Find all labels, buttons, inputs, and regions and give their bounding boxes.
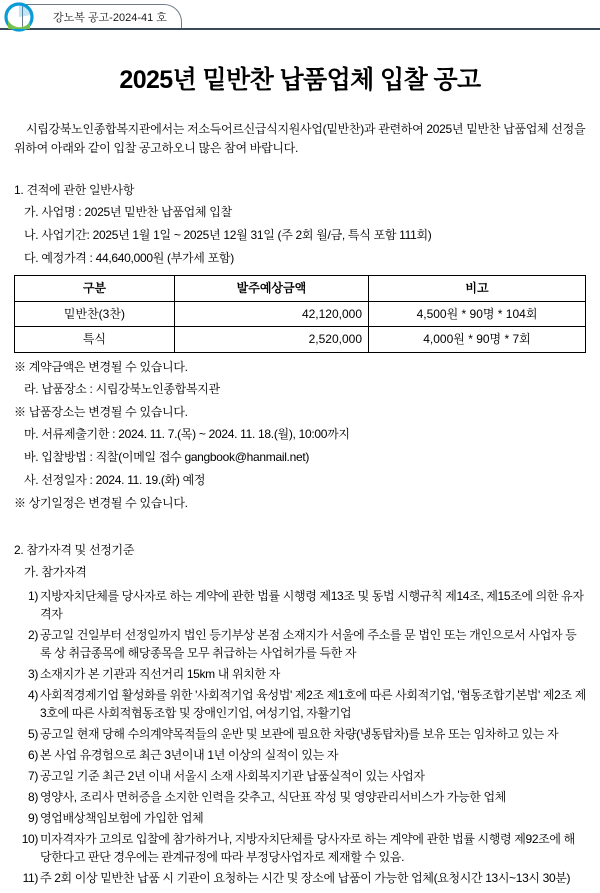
document-number-label: 강노복 공고-2024-41 호 bbox=[53, 11, 167, 24]
section2-heading: 2. 참가자격 및 선정기준 bbox=[14, 543, 135, 558]
circular-logo-icon bbox=[4, 2, 34, 32]
table-header-row bbox=[15, 275, 586, 301]
section1-item-f: 바. 입찰방법 : 직찰(이메일 접수 gangbook@hanmail.net) bbox=[24, 450, 310, 465]
section1-item-b: 나. 사업기간: 2025년 1월 1일 ~ 2025년 12월 31일 (주 2회 월/금, 특식 포함 111회) bbox=[24, 227, 432, 242]
note-contract-amount: ※ 계약금액은 변경될 수 있습니다. bbox=[14, 360, 188, 375]
table-cell-category: 특식 bbox=[15, 327, 175, 353]
table-header-note: 비고 bbox=[369, 275, 586, 301]
table-row bbox=[15, 301, 586, 327]
section1-heading: 1. 견적에 관한 일반사항 bbox=[14, 182, 135, 197]
list-item-text: 영업배상책임보험에 가입한 업체 bbox=[40, 811, 204, 826]
table-row bbox=[15, 327, 586, 353]
list-item bbox=[14, 686, 586, 722]
list-item-number: 9) bbox=[28, 811, 38, 826]
list-item bbox=[14, 809, 586, 827]
table-header-category: 구분 bbox=[15, 275, 175, 301]
bid-amount-table bbox=[14, 275, 586, 353]
document-number-tab bbox=[22, 4, 182, 29]
section1-item-a: 가. 사업명 : 2025년 밑반찬 납품업체 입찰 bbox=[24, 204, 232, 219]
list-item-number: 11) bbox=[22, 871, 38, 886]
section1-item-g: 사. 선정일자 : 2024. 11. 19.(화) 예정 bbox=[24, 473, 206, 488]
list-item-number: 10) bbox=[21, 832, 38, 847]
section1-item-c: 다. 예정가격 : 44,640,000원 (부가세 포함) bbox=[24, 250, 234, 265]
list-item-text: 사회적경제기업 활성화를 위한 '사회적기업 육성법' 제2조 제1호에 따른 사회적기업, '협동조합기본법' 제2조 제3호에 따른 사회적협동조합 및 장애인기업, 여성기업, 자활기업 bbox=[40, 688, 586, 721]
table-cell-note: 4,000원 * 90명 * 7회 bbox=[369, 327, 586, 353]
list-item-number: 2) bbox=[28, 628, 38, 643]
list-item-text: 주 2회 이상 밑반찬 납품 시 기관이 요청하는 시간 및 장소에 납품이 가능한 업체(요청시간 13시~13시 30분) bbox=[40, 871, 571, 886]
intro-paragraph: 시립강북노인종합복지관에서는 저소득어르신급식지원사업(밑반찬)과 관련하여 2025년 밑반찬 납품업체 선정을 위하여 아래와 같이 입찰 공고하오니 많은 참여 바랍니다. bbox=[14, 122, 586, 156]
section1-item-e: 마. 서류제출기한 : 2024. 11. 7.(목) ~ 2024. 11. 18.(월), 10:00까지 bbox=[24, 427, 350, 442]
qualification-list bbox=[14, 587, 586, 887]
page-title: 2025년 밑반찬 납품업체 입찰 공고 bbox=[119, 66, 481, 94]
header-divider bbox=[0, 28, 600, 30]
list-item bbox=[14, 725, 586, 743]
list-item bbox=[14, 587, 586, 623]
section2-subheading: 가. 참가자격 bbox=[24, 565, 87, 580]
list-item bbox=[14, 767, 586, 785]
list-item-text: 공고일 건일부터 선정일까지 법인 등기부상 본점 소재지가 서울에 주소를 문 법인 또는 개인으로서 사업자 등록 상 취급종목에 해당종목을 모무 취급하는 사업허가를 득한 자 bbox=[40, 628, 577, 661]
list-item-text: 본 사업 유경험으로 최근 3년이내 1년 이상의 실적이 있는 자 bbox=[40, 748, 339, 763]
list-item bbox=[14, 746, 586, 764]
list-item-number: 7) bbox=[28, 769, 38, 784]
list-item-text: 지방자치단체를 당사자로 하는 계약에 관한 법률 시행령 제13조 및 동법 시행규칙 제14조, 제15조에 의한 유자격자 bbox=[40, 589, 584, 622]
list-item bbox=[14, 869, 586, 887]
table-cell-amount: 2,520,000 bbox=[174, 327, 368, 353]
list-item-number: 8) bbox=[28, 790, 38, 805]
document-header bbox=[0, 0, 600, 34]
document-body bbox=[0, 120, 600, 887]
table-cell-category: 밑반찬(3찬) bbox=[15, 301, 175, 327]
list-item-number: 5) bbox=[28, 727, 38, 742]
list-item bbox=[14, 665, 586, 683]
list-item bbox=[14, 830, 586, 866]
note-schedule: ※ 상기일정은 변경될 수 있습니다. bbox=[14, 496, 188, 511]
list-item-text: 소재지가 본 기관과 직선거리 15km 내 위치한 자 bbox=[40, 667, 280, 682]
list-item-text: 미자격자가 고의로 입찰에 참가하거나, 지방자치단체를 당사자로 하는 계약에 관한 법률 시행령 제92조에 해당한다고 판단 경우에는 관계규정에 따라 부정당사업자로 제재할 수 있음. bbox=[40, 832, 575, 865]
list-item-text: 공고일 현재 당해 수의계약목적들의 운반 및 보관에 필요한 차량(냉동탑차)를 보유 또는 임차하고 있는 자 bbox=[40, 727, 559, 742]
list-item bbox=[14, 788, 586, 806]
list-item-number: 6) bbox=[28, 748, 38, 763]
table-cell-note: 4,500원 * 90명 * 104회 bbox=[369, 301, 586, 327]
list-item-text: 영양사, 조리사 면허증을 소지한 인력을 갖추고, 식단표 작성 및 영양관리서비스가 가능한 업체 bbox=[40, 790, 506, 805]
list-item-number: 4) bbox=[28, 688, 38, 703]
note-delivery-place: ※ 납품장소는 변경될 수 있습니다. bbox=[14, 405, 188, 420]
list-item-number: 3) bbox=[28, 667, 38, 682]
list-item-number: 1) bbox=[28, 589, 38, 604]
section-spacer bbox=[14, 511, 586, 519]
section1-item-d: 라. 납품장소 : 시립강북노인종합복지관 bbox=[24, 382, 220, 397]
list-item bbox=[14, 626, 586, 662]
table-cell-amount: 42,120,000 bbox=[174, 301, 368, 327]
table-header-amount: 발주예상금액 bbox=[174, 275, 368, 301]
list-item-text: 공고일 기준 최근 2년 이내 서울시 소재 사회복지기관 납품실적이 있는 사업자 bbox=[40, 769, 425, 784]
